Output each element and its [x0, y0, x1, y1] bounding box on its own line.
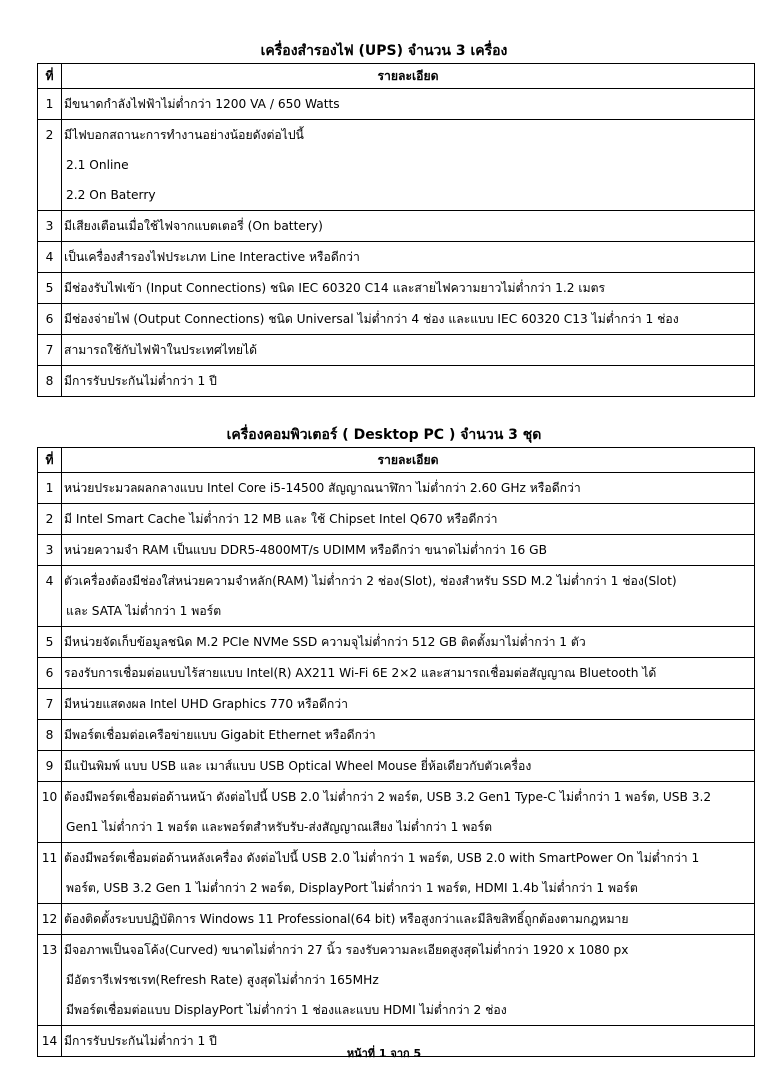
detail-line: มีการรับประกันไม่ต่ำกว่า 1 ปี	[64, 1034, 217, 1048]
row-detail	[62, 335, 755, 366]
table-header-row	[38, 64, 755, 89]
row-number	[38, 751, 62, 782]
detail-line: ต้องติดตั้งระบบปฏิบัติการ Windows 11 Professional(64 bit) หรือสูงกว่าและมีลิขสิทธิ์ถูกต้องตามกฎหมาย	[64, 912, 629, 926]
header-detail: รายละเอียด	[62, 64, 755, 89]
detail-line: มีช่องรับไฟเข้า (Input Connections) ชนิด IEC 60320 C14 และสายไฟความยาวไม่ต่ำกว่า 1.2 เมตร	[64, 281, 606, 295]
table-row	[38, 843, 755, 904]
row-detail	[62, 904, 755, 935]
row-number	[38, 211, 62, 242]
detail-line: หน่วยความจำ RAM เป็นแบบ DDR5-4800MT/s UDIMM หรือดีกว่า ขนาดไม่ต่ำกว่า 16 GB	[64, 543, 547, 557]
row-number-text: 5	[45, 635, 54, 649]
detail-line: มีจอภาพเป็นจอโค้ง(Curved) ขนาดไม่ต่ำกว่า 27 นิ้ว รองรับความละเอียดสูงสุดไม่ต่ำกว่า 1920 x 1080 px	[64, 943, 629, 957]
row-number	[38, 304, 62, 335]
table-row	[38, 782, 755, 843]
detail-line: พอร์ต, USB 3.2 Gen 1 ไม่ต่ำกว่า 2 พอร์ต, DisplayPort ไม่ต่ำกว่า 1 พอร์ต, HDMI 1.4b ไม่ต่ำกว่า 1 พอร์ต	[66, 881, 638, 895]
table-row	[38, 366, 755, 397]
row-detail	[62, 935, 755, 1026]
detail-line: มีการรับประกันไม่ต่ำกว่า 1 ปี	[64, 374, 217, 388]
row-number	[38, 627, 62, 658]
table-row	[38, 504, 755, 535]
header-no: ที่	[38, 64, 62, 89]
row-number	[38, 935, 62, 1026]
row-number	[38, 89, 62, 120]
row-detail	[62, 473, 755, 504]
detail-line: หน่วยประมวลผลกลางแบบ Intel Core i5-14500 สัญญาณนาฬิกา ไม่ต่ำกว่า 2.60 GHz หรือดีกว่า	[64, 481, 581, 495]
row-detail	[62, 782, 755, 843]
ups-spec-table	[37, 63, 755, 397]
detail-line: เป็นเครื่องสำรองไฟประเภท Line Interactive หรือดีกว่า	[64, 250, 360, 264]
row-number-text: 6	[45, 666, 54, 680]
row-number-text: 13	[41, 943, 58, 957]
row-number-text: 12	[41, 912, 58, 926]
row-number	[38, 366, 62, 397]
header-detail: รายละเอียด	[62, 448, 755, 473]
row-number-text: 1	[45, 97, 54, 111]
ups-section-title: เครื่องสำรองไฟ (UPS) จำนวน 3 เครื่อง	[260, 43, 508, 59]
detail-line: มีเสียงเตือนเมื่อใช้ไฟจากแบตเตอรี่ (On battery)	[64, 219, 323, 233]
detail-line: มีไฟบอกสถานะการทำงานอย่างน้อยดังต่อไปนี้	[64, 128, 304, 142]
pc-section-title: เครื่องคอมพิวเตอร์ ( Desktop PC ) จำนวน 3 ชุด	[226, 427, 542, 443]
row-number	[38, 335, 62, 366]
table-row	[38, 658, 755, 689]
table-row	[38, 535, 755, 566]
detail-line: มีพอร์ตเชื่อมต่อแบบ DisplayPort ไม่ต่ำกว่า 1 ช่องและแบบ HDMI ไม่ต่ำกว่า 2 ช่อง	[66, 1003, 507, 1017]
table-row	[38, 211, 755, 242]
table-row	[38, 627, 755, 658]
table-row	[38, 120, 755, 211]
row-number	[38, 720, 62, 751]
detail-line: มีหน่วยแสดงผล Intel UHD Graphics 770 หรือดีกว่า	[64, 697, 348, 711]
row-number-text: 3	[45, 219, 54, 233]
row-number-text: 2	[45, 512, 54, 526]
detail-line: มีช่องจ่ายไฟ (Output Connections) ชนิด Universal ไม่ต่ำกว่า 4 ช่อง และแบบ IEC 60320 C13 ไม่ต่ำกว่า 1 ช่อง	[64, 312, 679, 326]
row-detail	[62, 843, 755, 904]
detail-line: สามารถใช้กับไฟฟ้าในประเทศไทยได้	[64, 343, 258, 357]
table-row	[38, 935, 755, 1026]
row-number-text: 8	[45, 728, 54, 742]
table-row	[38, 751, 755, 782]
row-number-text: 5	[45, 281, 54, 295]
row-number-text: 10	[41, 790, 58, 804]
table-row	[38, 335, 755, 366]
row-number	[38, 120, 62, 211]
row-number-text: 8	[45, 374, 54, 388]
row-detail	[62, 535, 755, 566]
row-detail	[62, 751, 755, 782]
row-number-text: 4	[45, 574, 54, 588]
row-detail	[62, 242, 755, 273]
table-row	[38, 904, 755, 935]
row-number	[38, 273, 62, 304]
row-detail	[62, 658, 755, 689]
row-detail	[62, 689, 755, 720]
row-number	[38, 535, 62, 566]
row-number	[38, 689, 62, 720]
row-number-text: 14	[41, 1034, 58, 1048]
row-number	[38, 843, 62, 904]
row-number-text: 7	[45, 343, 54, 357]
row-detail	[62, 627, 755, 658]
row-number	[38, 782, 62, 843]
row-number-text: 9	[45, 759, 54, 773]
detail-line: มีอัตรารีเฟรชเรท(Refresh Rate) สูงสุดไม่ต่ำกว่า 165MHz	[66, 973, 379, 987]
detail-line: มีแป้นพิมพ์ แบบ USB และ เมาส์แบบ USB Optical Wheel Mouse ยี่ห้อเดียวกับตัวเครื่อง	[64, 759, 532, 773]
row-number-text: 6	[45, 312, 54, 326]
row-number	[38, 904, 62, 935]
detail-line: รองรับการเชื่อมต่อแบบไร้สายแบบ Intel(R) AX211 Wi-Fi 6E 2×2 และสามารถเชื่อมต่อสัญญาณ Bluetooth ได้	[64, 666, 657, 680]
row-detail	[62, 273, 755, 304]
detail-line: ต้องมีพอร์ตเชื่อมต่อด้านหน้า ดังต่อไปนี้ USB 2.0 ไม่ต่ำกว่า 2 พอร์ต, USB 3.2 Gen1 Type-C ไม่ต่ำกว่า 1 พอร์ต, USB 3.2	[64, 790, 712, 804]
detail-line: มีหน่วยจัดเก็บข้อมูลชนิด M.2 PCIe NVMe SSD ความจุไม่ต่ำกว่า 512 GB ติดตั้งมาไม่ต่ำกว่า 1 ตัว	[64, 635, 586, 649]
table-row	[38, 720, 755, 751]
row-detail	[62, 366, 755, 397]
row-number	[38, 242, 62, 273]
detail-line: 2.1 Online	[66, 158, 129, 172]
detail-line: ต้องมีพอร์ตเชื่อมต่อด้านหลังเครื่อง ดังต่อไปนี้ USB 2.0 ไม่ต่ำกว่า 1 พอร์ต, USB 2.0 with SmartPower On ไม่ต่ำกว่า 1	[64, 851, 700, 865]
row-number	[38, 504, 62, 535]
table-row	[38, 566, 755, 627]
table-row	[38, 473, 755, 504]
detail-line: มีขนาดกำลังไฟฟ้าไม่ต่ำกว่า 1200 VA / 650 Watts	[64, 97, 340, 111]
row-number-text: 1	[45, 481, 54, 495]
detail-line: ตัวเครื่องต้องมีช่องใส่หน่วยความจำหลัก(RAM) ไม่ต่ำกว่า 2 ช่อง(Slot), ช่องสำหรับ SSD M.2 ไม่ต่ำกว่า 1 ช่อง(Slot)	[64, 574, 677, 588]
detail-line: มี Intel Smart Cache ไม่ต่ำกว่า 12 MB และ ใช้ Chipset Intel Q670 หรือดีกว่า	[64, 512, 498, 526]
row-number	[38, 658, 62, 689]
row-number-text: 11	[41, 851, 58, 865]
row-detail	[62, 304, 755, 335]
pc-spec-table	[37, 447, 755, 1057]
table-row	[38, 689, 755, 720]
detail-line: 2.2 On Baterry	[66, 188, 156, 202]
row-detail	[62, 89, 755, 120]
row-number	[38, 566, 62, 627]
detail-line: Gen1 ไม่ต่ำกว่า 1 พอร์ต และพอร์ตสำหรับรับ-ส่งสัญญาณเสียง ไม่ต่ำกว่า 1 พอร์ต	[66, 820, 493, 834]
row-number-text: 7	[45, 697, 54, 711]
row-detail	[62, 566, 755, 627]
table-row	[38, 242, 755, 273]
detail-line: มีพอร์ตเชื่อมต่อเครือข่ายแบบ Gigabit Ethernet หรือดีกว่า	[64, 728, 376, 742]
table-row	[38, 273, 755, 304]
row-number-text: 2	[45, 128, 54, 142]
row-number	[38, 473, 62, 504]
row-detail	[62, 120, 755, 211]
page-number: หน้าที่ 1 จาก 5	[346, 1047, 422, 1060]
row-number-text: 3	[45, 543, 54, 557]
row-detail	[62, 211, 755, 242]
table-header-row	[38, 448, 755, 473]
table-row	[38, 304, 755, 335]
row-detail	[62, 504, 755, 535]
table-row	[38, 89, 755, 120]
row-number-text: 4	[45, 250, 54, 264]
header-no: ที่	[38, 448, 62, 473]
detail-line: และ SATA ไม่ต่ำกว่า 1 พอร์ต	[66, 604, 222, 618]
row-detail	[62, 720, 755, 751]
